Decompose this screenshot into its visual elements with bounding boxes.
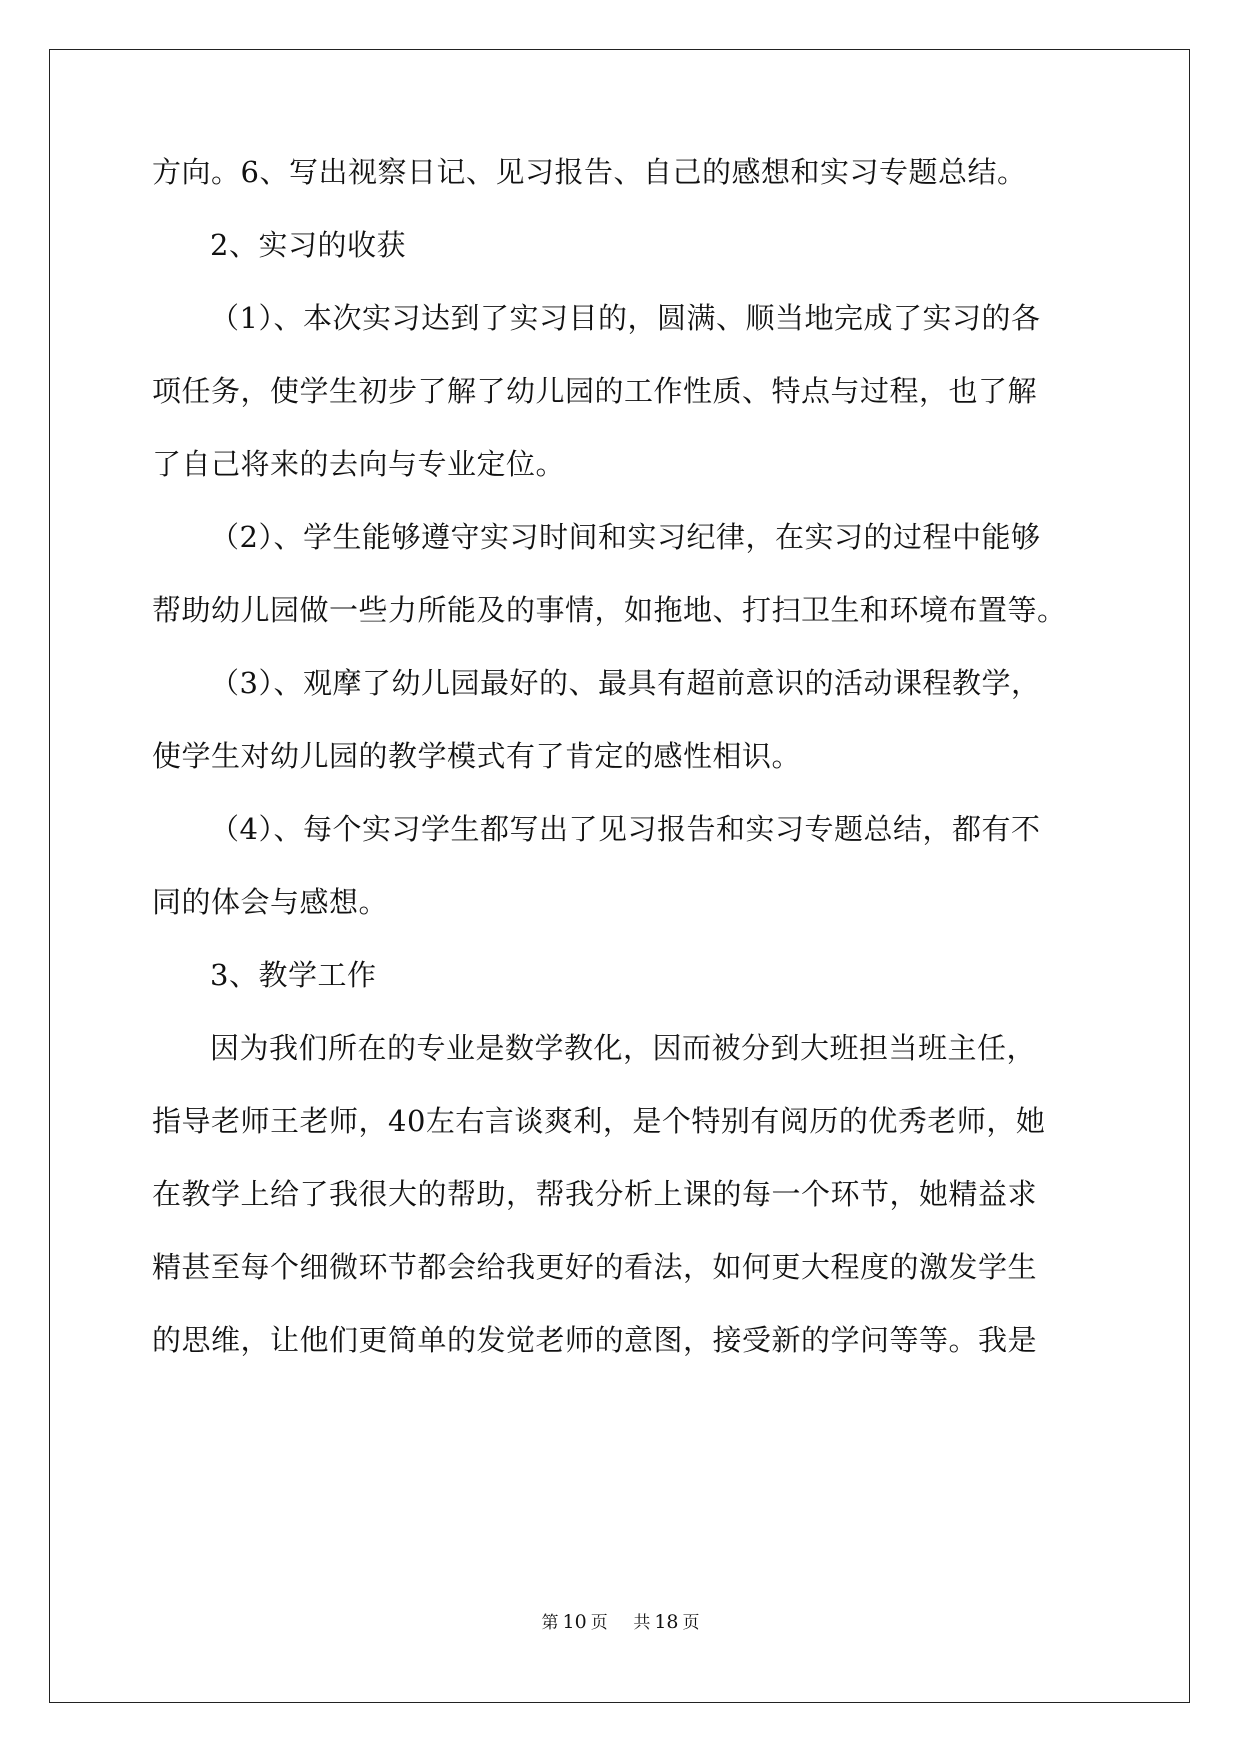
- text-line: 在教学上给了我很大的帮助，帮我分析上课的每一个环节，她精益求: [152, 1177, 1038, 1211]
- text-line: 方向。6、写出视察日记、见习报告、自己的感想和实习专题总结。: [152, 155, 1027, 189]
- text-line: 同的体会与感想。: [152, 885, 389, 919]
- text-line: （2）、学生能够遵守实习时间和实习纪律，在实习的过程中能够: [210, 520, 1041, 554]
- text-line: 精甚至每个细微环节都会给我更好的看法，如何更大程度的激发学生: [152, 1250, 1038, 1284]
- page-current: 10: [562, 1611, 587, 1633]
- text-line: 了自己将来的去向与专业定位。: [152, 447, 566, 481]
- section-heading: 2、实习的收获: [210, 228, 406, 262]
- text-line: 使学生对幼儿园的教学模式有了肯定的感性相识。: [152, 739, 802, 773]
- text-line: 项任务，使学生初步了解了幼儿园的工作性质、特点与过程，也了解: [152, 374, 1038, 408]
- text-line: 帮助幼儿园做一些力所能及的事情，如拖地、打扫卫生和环境布置等。: [152, 593, 1067, 627]
- total-prefix: 共: [633, 1613, 651, 1633]
- page-footer: [0, 1611, 1241, 1634]
- section-heading: 3、教学工作: [210, 958, 377, 992]
- total-suffix: 页: [682, 1613, 700, 1633]
- text-line: 指导老师王老师，40左右言谈爽利，是个特别有阅历的优秀老师，她: [152, 1104, 1046, 1138]
- page-prefix: 第: [541, 1613, 559, 1633]
- text-line: 因为我们所在的专业是数学教化，因而被分到大班担当班主任，: [210, 1031, 1037, 1065]
- text-line: 的思维，让他们更简单的发觉老师的意图，接受新的学问等等。我是: [152, 1323, 1038, 1357]
- text-line: （1）、本次实习达到了实习目的，圆满、顺当地完成了实习的各: [210, 301, 1041, 335]
- page-total: 18: [654, 1611, 679, 1633]
- text-line: （3）、观摩了幼儿园最好的、最具有超前意识的活动课程教学，: [210, 666, 1041, 700]
- text-line: （4）、每个实习学生都写出了见习报告和实习专题总结，都有不: [210, 812, 1041, 846]
- page-suffix: 页: [590, 1613, 608, 1633]
